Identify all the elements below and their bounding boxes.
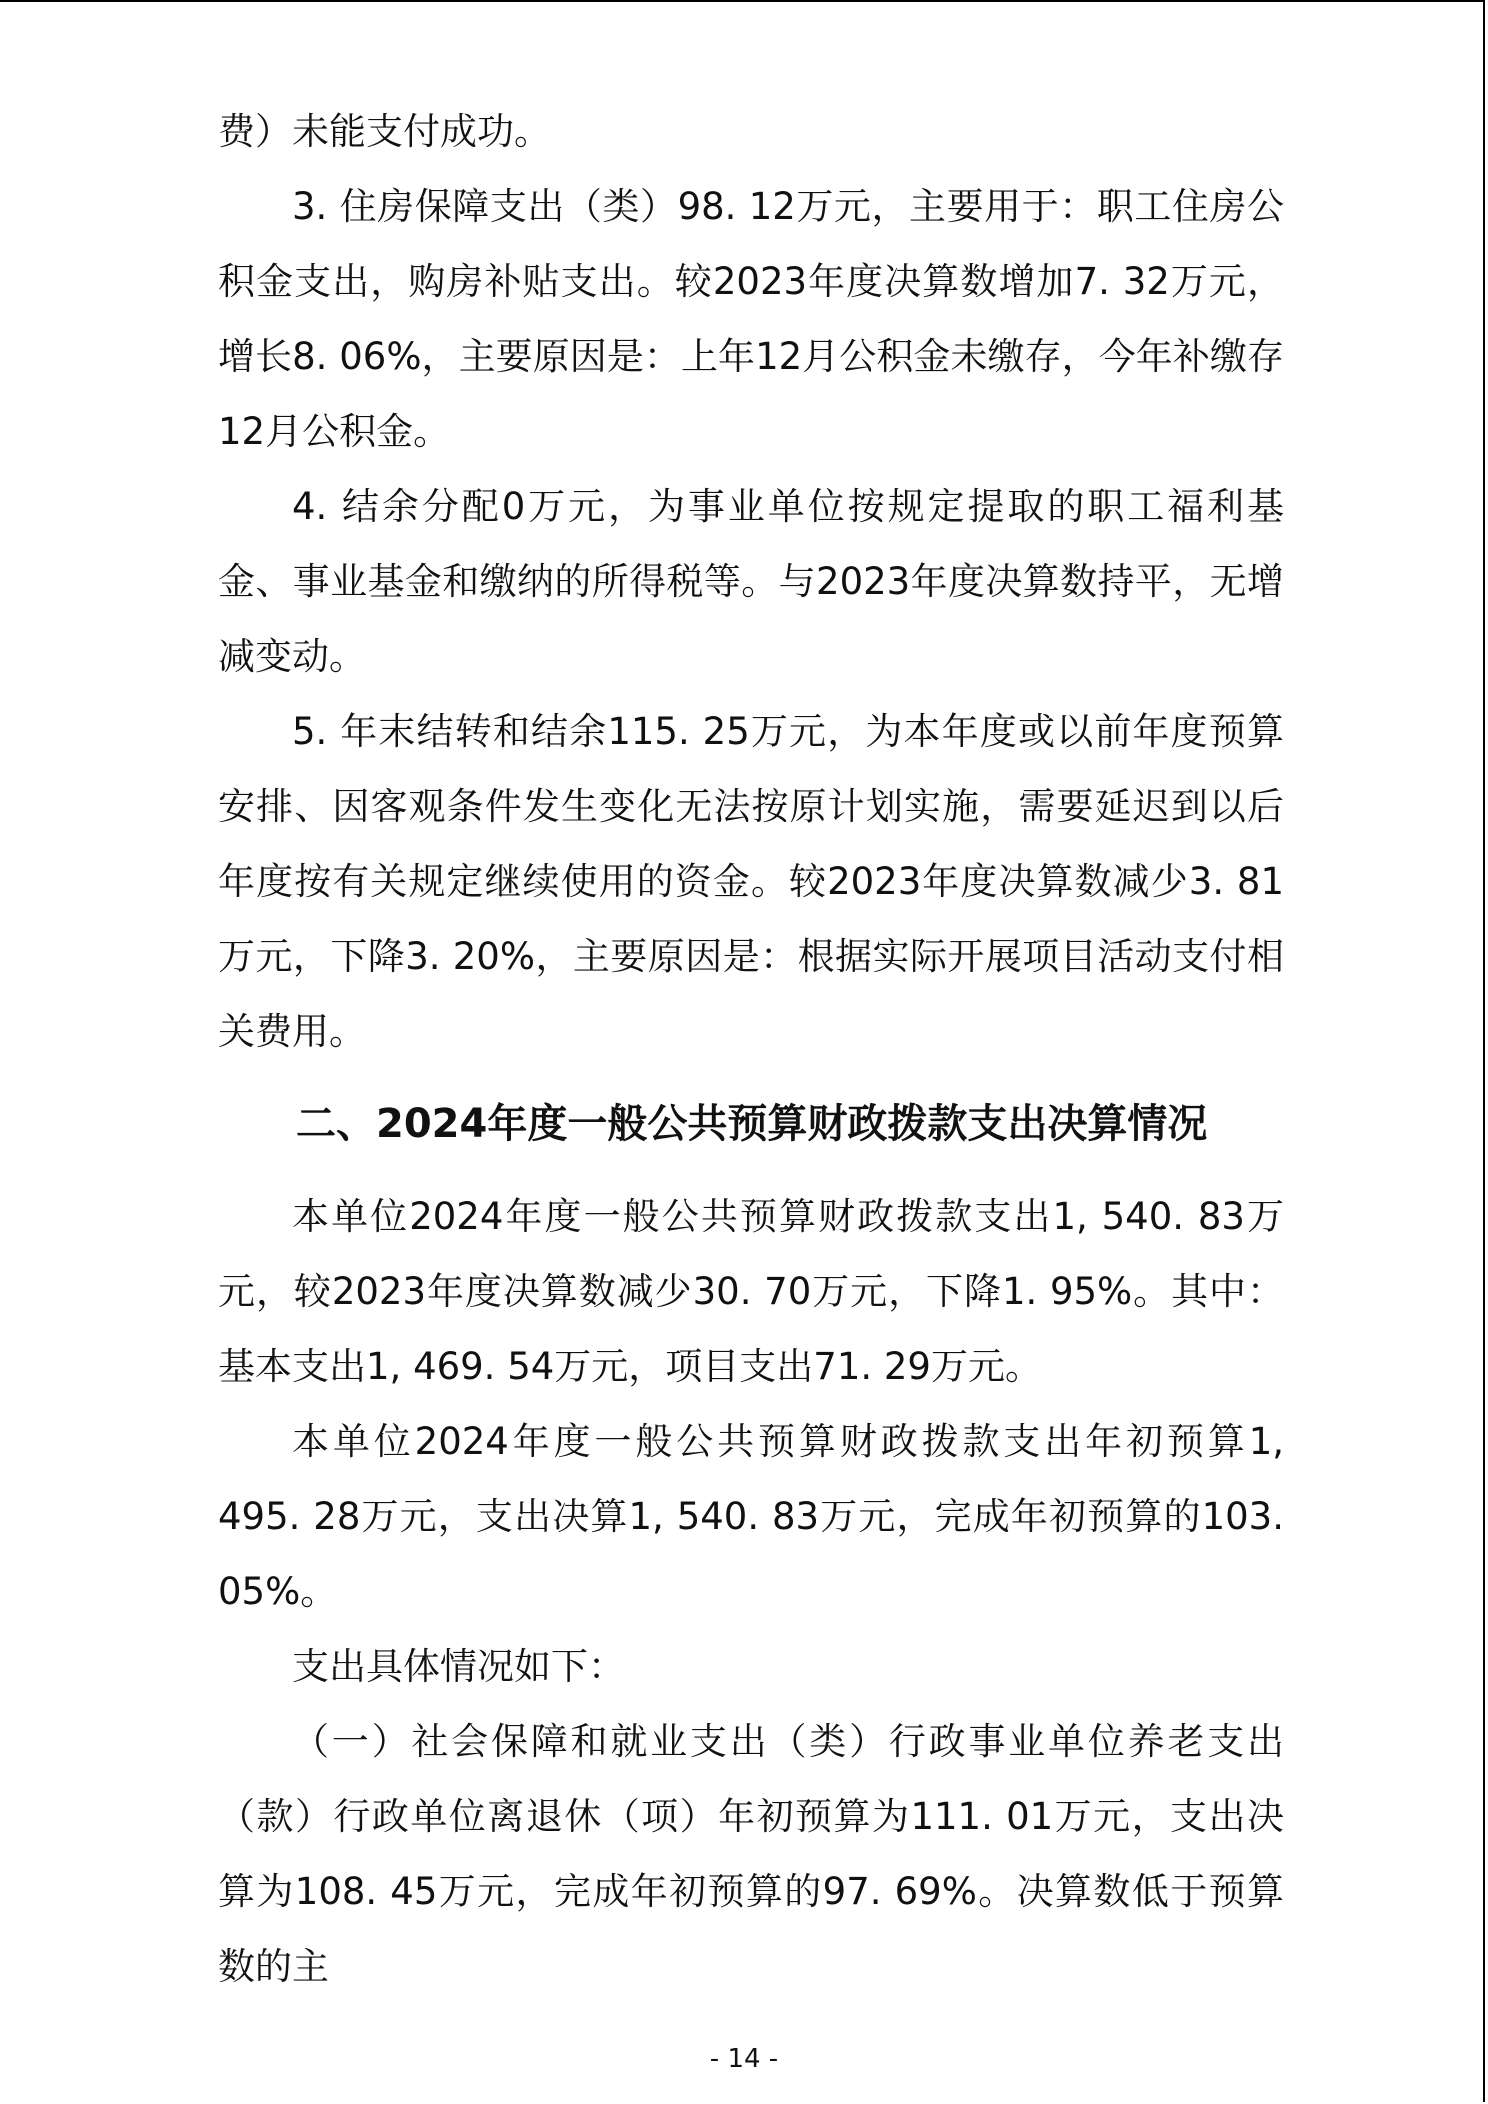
document-body xyxy=(218,94,1284,2004)
page-number: - 14 - xyxy=(709,2044,779,2074)
paragraph-housing-expenditure: 3. 住房保障支出（类）98. 12万元，主要用于：职工住房公积金支出，购房补贴支出。较2023年度决算数增加7. 32万元，增长8. 06%，主要原因是：上年12月公积金未缴存，今年补缴存12月公积金。 xyxy=(218,185,1284,453)
paragraph-surplus-distribution: 4. 结余分配0万元，为事业单位按规定提取的职工福利基金、事业基金和缴纳的所得税等。与2023年度决算数持平，无增减变动。 xyxy=(218,485,1284,678)
paragraph-social-security: （一）社会保障和就业支出（类）行政事业单位养老支出（款）行政单位离退休（项）年初预算为111. 01万元，支出决算为108. 45万元，完成年初预算的97. 69%。决算数低于预算数的主 xyxy=(218,1720,1284,1988)
paragraph-budget-completion: 本单位2024年度一般公共预算财政拨款支出年初预算1, 495. 28万元，支出决算1, 540. 83万元，完成年初预算的103. 05%。 xyxy=(218,1420,1284,1613)
paragraph-continuation: 费）未能支付成功。 xyxy=(218,110,551,153)
paragraph-total-expenditure: 本单位2024年度一般公共预算财政拨款支出1, 540. 83万元，较2023年度决算数减少30. 70万元，下降1. 95%。其中：基本支出1, 469. 54万元，项目支出71. 29万元。 xyxy=(218,1195,1284,1388)
section-heading: 二、2024年度一般公共预算财政拨款支出决算情况 xyxy=(296,1101,1208,1147)
paragraph-details-intro: 支出具体情况如下： xyxy=(292,1645,625,1688)
paragraph-year-end-carryover: 5. 年末结转和结余115. 25万元，为本年度或以前年度预算安排、因客观条件发生变化无法按原计划实施，需要延迟到以后年度按有关规定继续使用的资金。较2023年度决算数减少3. 81万元，下降3. 20%，主要原因是：根据实际开展项目活动支付相关费用。 xyxy=(218,710,1284,1053)
